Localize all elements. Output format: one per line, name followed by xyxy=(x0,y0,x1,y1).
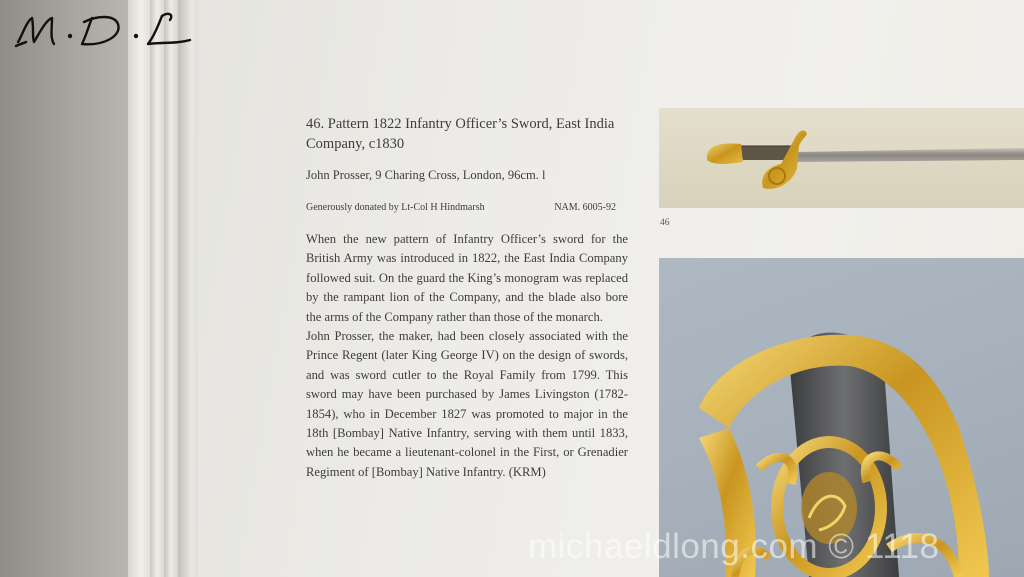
watermark: michaeldlong.com © 1118 xyxy=(528,527,940,566)
page-edge xyxy=(128,0,150,577)
page-edge xyxy=(178,0,200,577)
donation-text: Generously donated by Lt-Col H Hindmarsh xyxy=(306,202,485,213)
donation-line xyxy=(306,202,628,213)
entry-body xyxy=(306,230,628,482)
paragraph: When the new pattern of Infantry Officer’s sword for the British Army was introduced in 1822, the East India Company followed suit. On the guard the King’s monogram was replaced by the rampant lion of the Company, and the blade also bore the arms of the Company rather than those of the monarch. xyxy=(306,232,628,324)
sword-illustration xyxy=(659,108,1024,208)
sword-photo xyxy=(659,108,1024,208)
entry-title: 46. Pattern 1822 Infantry Officer’s Sword, East India Company, c1830 xyxy=(306,116,615,152)
photo-number: 46 xyxy=(660,218,670,228)
page-edge xyxy=(164,0,178,577)
catalogue-number: NAM. 6005-92 xyxy=(554,202,616,213)
catalogue-entry xyxy=(306,114,628,482)
page-edge xyxy=(150,0,164,577)
paragraph: John Prosser, the maker, had been closely associated with the Prince Regent (later King George IV) on the design of swords, and was sword cutler to the Royal Family from 1799. This sword may have been purchased by James Livingston (1782-1854), who in December 1827 was promoted to major in the 18th [Bombay] Native Infantry, serving with them until 1833, when he became a lieutenant-colonel in the First, or Grenadier Regiment of [Bombay] Native Infantry. (KRM) xyxy=(306,329,628,479)
mdl-logo xyxy=(12,6,194,54)
maker-line: John Prosser, 9 Charing Cross, London, 96cm. l xyxy=(306,168,546,182)
background-left xyxy=(0,0,130,577)
